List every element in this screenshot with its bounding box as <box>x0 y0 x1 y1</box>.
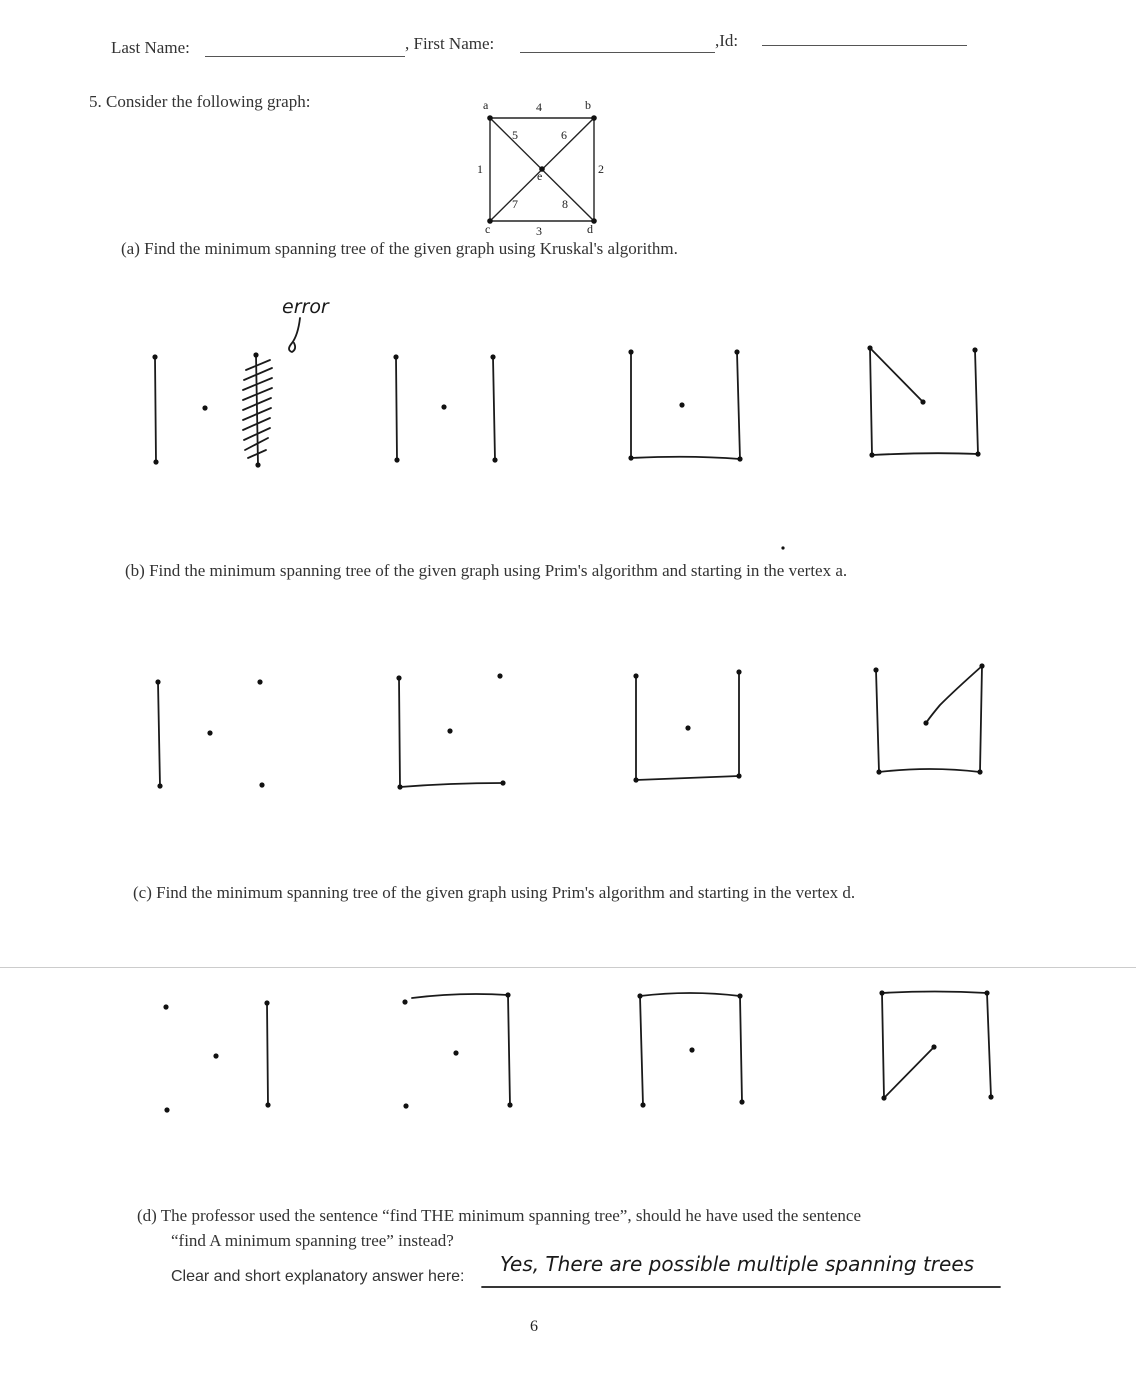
part-a-text: (a) Find the minimum spanning tree of the given graph using Kruskal's algorithm. <box>121 239 678 258</box>
id-label: ,Id: <box>715 31 739 50</box>
page-number: 6 <box>530 1318 538 1335</box>
vertex-label-c: c <box>485 222 491 236</box>
edge-weight-ce: 7 <box>512 197 518 211</box>
edge-weight-ae: 5 <box>512 128 518 142</box>
vertex-label-e: e <box>537 169 543 183</box>
edge-weight-ed: 8 <box>562 197 568 211</box>
question-title: 5. Consider the following graph: <box>89 92 311 111</box>
part-b-text: (b) Find the minimum spanning tree of the given graph using Prim's algorithm and starting in the vertex a. <box>125 561 848 580</box>
part-c-text: (c) Find the minimum spanning tree of the given graph using Prim's algorithm and starting in the vertex d. <box>133 883 856 902</box>
part-d-text-line1: (d) The professor used the sentence “find THE minimum spanning tree”, should he have used the sentence <box>137 1206 862 1225</box>
answer-label: Clear and short explanatory answer here: <box>171 1268 465 1285</box>
scan-divider <box>0 967 1136 968</box>
error-annotation: error <box>282 296 329 318</box>
answer-text[interactable]: Yes, There are possible multiple spanning trees <box>500 1252 975 1276</box>
edge-weight-bd: 2 <box>598 162 604 176</box>
last-name-label: Last Name: <box>111 38 190 57</box>
edge-weight-cd: 3 <box>536 224 542 238</box>
part-d-text-line2: “find A minimum spanning tree” instead? <box>171 1231 454 1250</box>
edge-weight-ac: 1 <box>477 162 483 176</box>
edge-weight-be: 6 <box>561 128 567 142</box>
edge-weight-ab: 4 <box>536 100 542 114</box>
vertex-label-a: a <box>483 98 489 112</box>
vertex-label-b: b <box>585 98 591 112</box>
first-name-label: , First Name: <box>405 34 495 53</box>
vertex-label-d: d <box>587 222 593 236</box>
